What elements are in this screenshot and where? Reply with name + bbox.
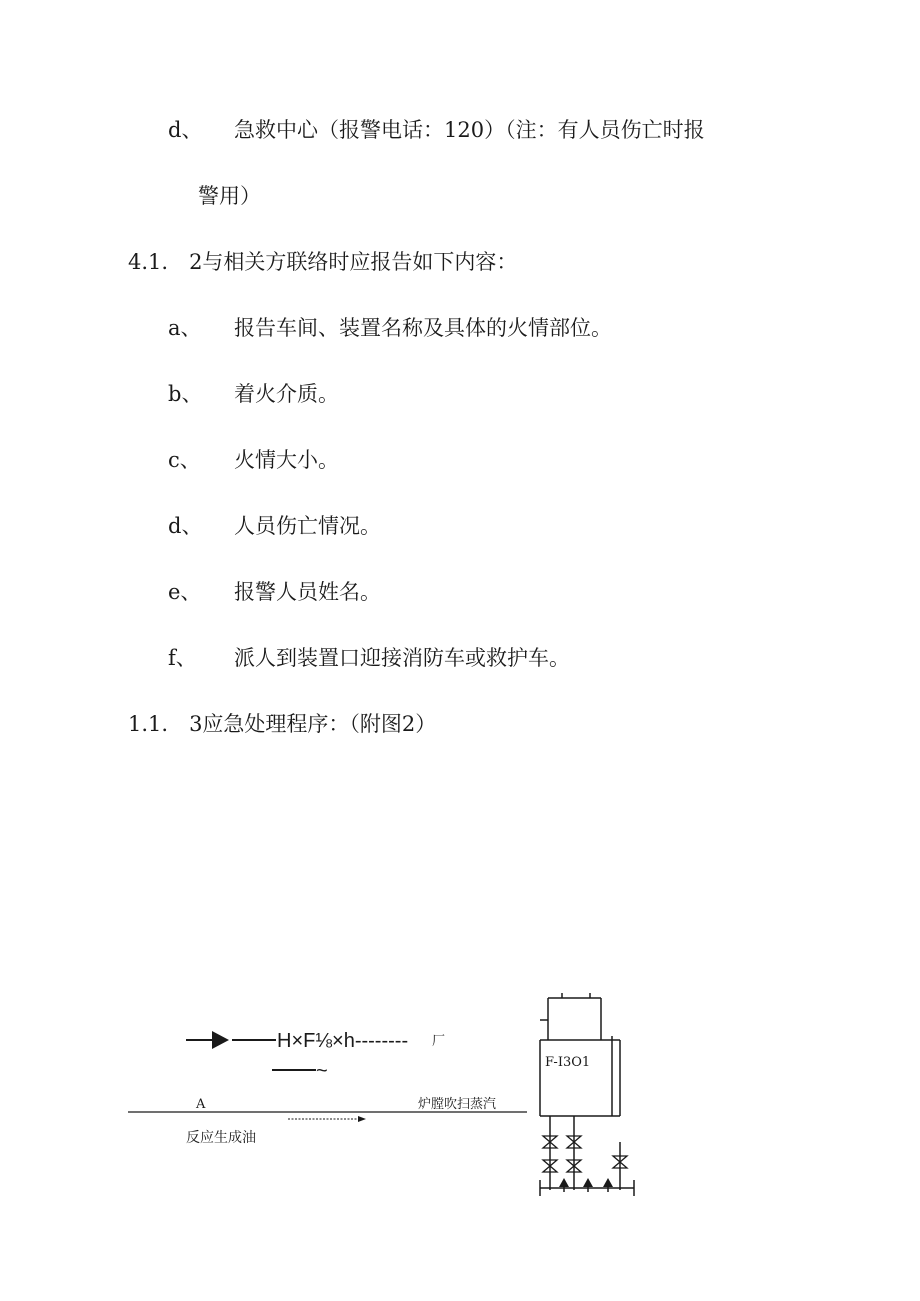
formula-tail: 厂 [432, 1034, 446, 1049]
list-text: 派人到装置口迎接消防车或救护车。 [234, 646, 570, 670]
label-a: A [196, 1097, 206, 1112]
valve-icon [567, 1136, 581, 1148]
valve-icon [613, 1156, 627, 1168]
up-arrow-icon [559, 1178, 569, 1187]
valve-column-3 [613, 1142, 627, 1190]
list-text: 报警人员姓名。 [234, 580, 381, 604]
list-text-continuation: 警用） [198, 184, 261, 208]
list-text: 急救中心（报警电话：120）（注：有人员伤亡时报 [234, 118, 705, 142]
list-marker: f、 [168, 646, 197, 670]
section-heading-4-1-2: 4.1. 2与相关方联络时应报告如下内容： [128, 250, 518, 274]
furnace-box [540, 993, 620, 1116]
list-text: 火情大小。 [234, 448, 339, 472]
list-marker: b、 [168, 382, 203, 406]
formula-text: H×F⅛×h-------- [277, 1030, 409, 1052]
valve-column-2 [567, 1116, 581, 1190]
valve-icon [543, 1136, 557, 1148]
list-text: 着火介质。 [234, 382, 339, 406]
label-steam: 炉膛吹扫蒸汽 [418, 1097, 497, 1112]
tilde-text: ~ [316, 1060, 328, 1082]
list-marker: d、 [168, 514, 203, 538]
section-heading-1-1-3: 1.1. 3应急处理程序：（附图2） [128, 712, 437, 736]
dashed-arrow-head-icon [358, 1116, 366, 1122]
list-marker: e、 [168, 580, 202, 604]
list-marker: c、 [168, 448, 201, 472]
arrow-head-icon [212, 1031, 229, 1049]
list-marker: d、 [168, 118, 203, 142]
list-text: 人员伤亡情况。 [234, 514, 381, 538]
label-oil: 反应生成油 [186, 1130, 256, 1146]
up-arrow-icon [583, 1178, 593, 1187]
list-marker: a、 [168, 316, 202, 340]
valve-column-1 [543, 1116, 557, 1190]
furnace-label: F-I3O1 [545, 1055, 591, 1070]
valve-icon [567, 1160, 581, 1172]
valve-icon [543, 1160, 557, 1172]
up-arrow-icon [603, 1178, 613, 1187]
list-text: 报告车间、装置名称及具体的火情部位。 [234, 316, 612, 340]
